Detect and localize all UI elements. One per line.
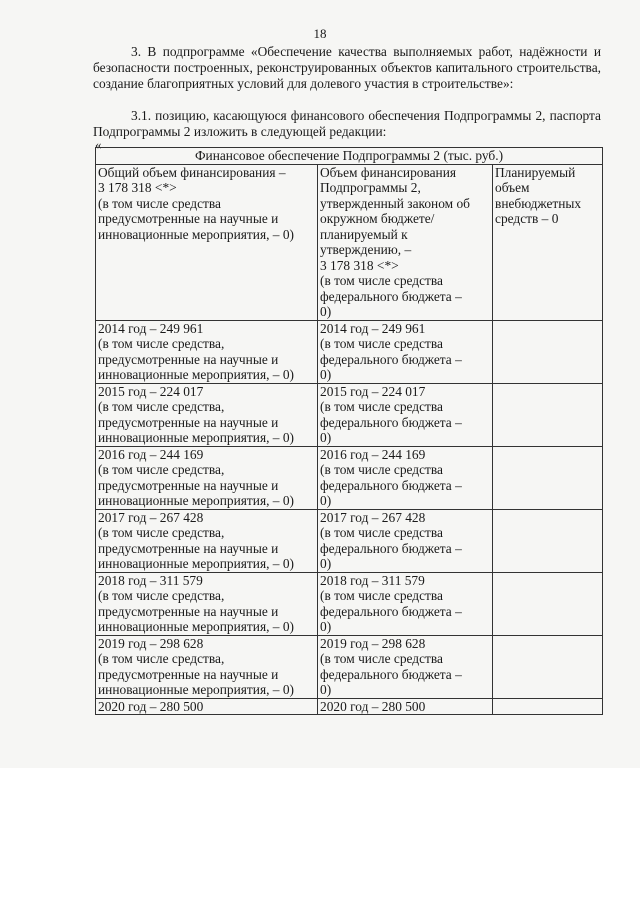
year-total-cell xyxy=(96,698,318,715)
cell-line: (в том числе средства xyxy=(98,195,221,211)
header-budget-financing xyxy=(318,164,493,320)
cell-line: 0) xyxy=(320,430,332,445)
cell-line: предусмотренные на научные и xyxy=(98,414,279,430)
page-bottom-margin xyxy=(0,768,640,905)
table-row xyxy=(96,698,603,715)
year-total-cell xyxy=(96,635,318,698)
year-total-cell xyxy=(96,320,318,383)
cell-line: 2020 год – 280 500 xyxy=(320,698,426,714)
cell-line: 2019 год – 298 628 xyxy=(98,635,204,651)
table-title-row xyxy=(96,148,603,165)
cell-line: 2014 год – 249 961 xyxy=(320,320,426,336)
cell-line: 2015 год – 224 017 xyxy=(320,383,426,399)
cell-line: предусмотренные на научные и xyxy=(98,477,279,493)
cell-line: инновационные мероприятия, – 0) xyxy=(98,493,294,508)
cell-line: (в том числе средства xyxy=(320,273,443,288)
header-extrabudgetary xyxy=(493,164,603,320)
cell-line: федерального бюджета – xyxy=(320,477,462,493)
year-extrabudgetary-cell xyxy=(493,635,603,698)
paragraph-financing-position: 3.1. позицию, касающуюся финансового обеспечения Подпрограммы 2, паспорта Подпрограммы 2 изложить в следующей редакции: xyxy=(93,108,601,139)
page-number: 18 xyxy=(313,26,327,41)
table-header-row xyxy=(96,164,603,320)
cell-line: 3 178 318 <*> xyxy=(98,180,177,195)
cell-line: утверждению, – xyxy=(320,242,412,257)
opening-quote-mark: « xyxy=(95,137,102,152)
cell-line: предусмотренные на научные и xyxy=(98,211,279,226)
cell-line: (в том числе средства xyxy=(320,462,443,477)
year-total-cell xyxy=(96,509,318,572)
cell-line: планируемый к xyxy=(320,226,408,242)
cell-line: инновационные мероприятия, – 0) xyxy=(98,367,294,382)
header-total-financing xyxy=(96,164,318,320)
year-budget-cell xyxy=(318,635,493,698)
cell-line: 2016 год – 244 169 xyxy=(98,446,204,462)
paragraph-subprogram-amendment: 3. В подпрограмме «Обеспечение качества выполняемых работ, надёжности и безопасности построенных, реконструированных объектов капитального строительства, создание благоприятных условий для долевого участия в строительстве»: xyxy=(93,44,601,91)
cell-line: инновационные мероприятия, – 0) xyxy=(98,226,294,242)
cell-line: инновационные мероприятия, – 0) xyxy=(98,682,294,697)
cell-line: 0) xyxy=(320,493,332,508)
cell-line: Подпрограммы 2, xyxy=(320,180,421,195)
year-extrabudgetary-cell xyxy=(493,572,603,635)
cell-line: (в том числе средства, xyxy=(98,588,225,603)
cell-line: 0) xyxy=(320,367,332,382)
cell-line: 0) xyxy=(320,619,332,634)
cell-line: (в том числе средства, xyxy=(98,651,225,666)
cell-line: федерального бюджета – xyxy=(320,666,462,682)
table-row xyxy=(96,320,603,383)
table-title: Финансовое обеспечение Подпрограммы 2 (тыс. руб.) xyxy=(96,148,603,165)
year-extrabudgetary-cell xyxy=(493,446,603,509)
cell-line: (в том числе средства xyxy=(320,525,443,540)
year-budget-cell xyxy=(318,446,493,509)
year-extrabudgetary-cell xyxy=(493,320,603,383)
cell-line: 2019 год – 298 628 xyxy=(320,635,426,651)
cell-line: инновационные мероприятия, – 0) xyxy=(98,556,294,571)
cell-line: 0) xyxy=(320,304,332,319)
cell-line: 2020 год – 280 500 xyxy=(98,698,204,714)
year-budget-cell xyxy=(318,572,493,635)
table-row xyxy=(96,572,603,635)
cell-line: (в том числе средства xyxy=(320,651,443,666)
year-total-cell xyxy=(96,572,318,635)
cell-line: внебюджетных xyxy=(495,195,582,211)
cell-line: 2018 год – 311 579 xyxy=(98,572,203,588)
cell-line: (в том числе средства, xyxy=(98,399,225,414)
cell-line: Общий объем финансирования – xyxy=(98,164,286,180)
cell-line: объем xyxy=(495,180,530,195)
cell-line: предусмотренные на научные и xyxy=(98,540,279,556)
cell-line: утвержденный законом об xyxy=(320,195,470,211)
cell-line: федерального бюджета – xyxy=(320,351,462,367)
table-row xyxy=(96,635,603,698)
financing-table xyxy=(95,147,603,715)
cell-line: 0) xyxy=(320,556,332,571)
cell-line: инновационные мероприятия, – 0) xyxy=(98,619,294,634)
cell-line: федерального бюджета – xyxy=(320,414,462,430)
cell-line: 2018 год – 311 579 xyxy=(320,572,425,588)
cell-line: предусмотренные на научные и xyxy=(98,603,279,619)
year-total-cell xyxy=(96,446,318,509)
year-budget-cell xyxy=(318,509,493,572)
year-budget-cell xyxy=(318,320,493,383)
cell-line: средств – 0 xyxy=(495,211,559,226)
cell-line: инновационные мероприятия, – 0) xyxy=(98,430,294,445)
cell-line: 2017 год – 267 428 xyxy=(320,509,426,525)
year-total-cell xyxy=(96,383,318,446)
cell-line: (в том числе средства, xyxy=(98,336,225,351)
year-extrabudgetary-cell xyxy=(493,383,603,446)
table-row xyxy=(96,446,603,509)
cell-line: федерального бюджета – xyxy=(320,540,462,556)
cell-line: 3 178 318 <*> xyxy=(320,257,399,273)
year-budget-cell xyxy=(318,383,493,446)
cell-line: федерального бюджета – xyxy=(320,288,462,304)
cell-line: Объем финансирования xyxy=(320,164,457,180)
cell-line: федерального бюджета – xyxy=(320,603,462,619)
cell-line: (в том числе средства xyxy=(320,336,443,351)
cell-line: (в том числе средства xyxy=(320,588,443,603)
year-budget-cell xyxy=(318,698,493,715)
cell-line: 2014 год – 249 961 xyxy=(98,320,204,336)
cell-line: Планируемый xyxy=(495,164,576,180)
year-extrabudgetary-cell xyxy=(493,509,603,572)
cell-line: окружном бюджете/ xyxy=(320,211,435,226)
year-extrabudgetary-cell xyxy=(493,698,603,715)
cell-line: (в том числе средства, xyxy=(98,525,225,540)
cell-line: 2016 год – 244 169 xyxy=(320,446,426,462)
cell-line: предусмотренные на научные и xyxy=(98,666,279,682)
table-row xyxy=(96,509,603,572)
cell-line: (в том числе средства, xyxy=(98,462,225,477)
table-row xyxy=(96,383,603,446)
cell-line: предусмотренные на научные и xyxy=(98,351,279,367)
cell-line: 0) xyxy=(320,682,332,697)
cell-line: (в том числе средства xyxy=(320,399,443,414)
cell-line: 2015 год – 224 017 xyxy=(98,383,204,399)
cell-line: 2017 год – 267 428 xyxy=(98,509,204,525)
